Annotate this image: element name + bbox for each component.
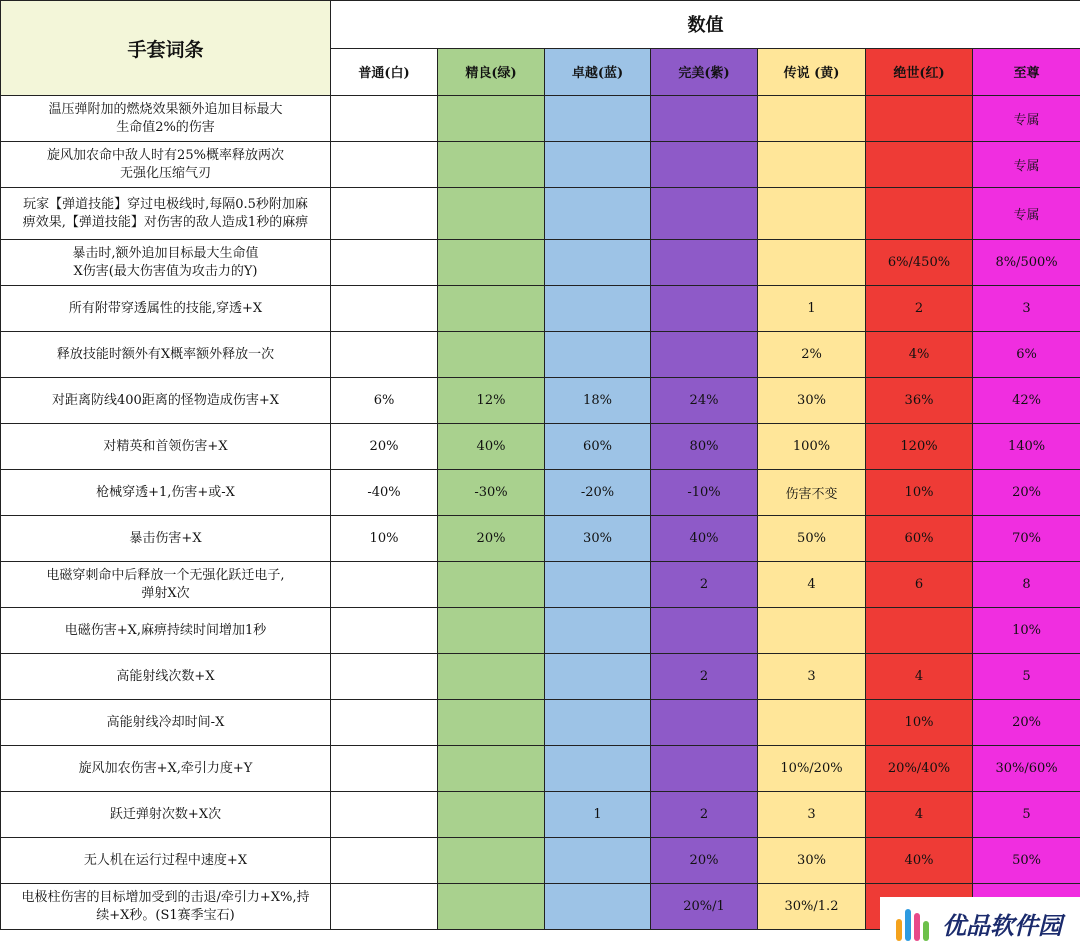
- tier-value-cell: 30%: [758, 378, 866, 424]
- affix-description-line: 痹效果,【弹道技能】对伤害的敌人造成1秒的麻痹: [22, 214, 309, 230]
- tier-value-cell: 20%: [651, 838, 758, 884]
- tier-value-cell: 100%: [758, 424, 866, 470]
- affix-description-line: 玩家【弹道技能】穿过电极线时,每隔0.5秒附加麻: [23, 196, 308, 212]
- tier-value-cell: [651, 332, 758, 378]
- tier-value-cell: [545, 240, 651, 286]
- tier-value-cell: 10%: [973, 608, 1080, 654]
- tier-value-cell: [438, 286, 545, 332]
- affix-description-line: 旋风加农伤害+X,牵引力度+Y: [78, 760, 253, 776]
- tier-header-yellow: 传说 (黄): [758, 48, 866, 96]
- tier-value-cell: [651, 286, 758, 332]
- tier-value-cell: 20%/40%: [866, 746, 973, 792]
- affix-description-line: 无人机在运行过程中速度+X: [83, 852, 248, 868]
- table-row: [1, 188, 1080, 240]
- tier-value-cell: [651, 240, 758, 286]
- tier-value-cell: 8: [973, 562, 1080, 608]
- tier-value-cell: 5: [973, 654, 1080, 700]
- tier-value-cell: [545, 608, 651, 654]
- tier-header-purple: 完美(紫): [651, 48, 758, 96]
- tier-value-cell: 伤害不变: [758, 470, 866, 516]
- tier-value-cell: [545, 332, 651, 378]
- tier-value-cell: 6%/450%: [866, 240, 973, 286]
- affix-description: [1, 838, 331, 884]
- tier-value-cell: [545, 142, 651, 188]
- tier-value-cell: 70%: [973, 516, 1080, 562]
- tier-value-cell: [651, 142, 758, 188]
- tier-value-cell: 80%: [651, 424, 758, 470]
- table-row: [1, 700, 1080, 746]
- tier-value-cell: [438, 746, 545, 792]
- affix-description-line: 对精英和首领伤害+X: [103, 438, 228, 454]
- tier-value-cell: [438, 884, 545, 930]
- tier-value-cell: 1: [758, 286, 866, 332]
- tier-value-cell: 30%: [545, 516, 651, 562]
- tier-value-cell: [545, 838, 651, 884]
- tier-value-cell: [758, 700, 866, 746]
- tier-value-cell: [331, 884, 438, 930]
- affix-description: [1, 470, 331, 516]
- tier-value-cell: [866, 142, 973, 188]
- tier-value-cell: [545, 286, 651, 332]
- tier-value-cell: [545, 188, 651, 240]
- tier-value-cell: 10%: [331, 516, 438, 562]
- affix-description: [1, 332, 331, 378]
- tier-value-cell: [438, 142, 545, 188]
- tier-value-cell: 20%: [438, 516, 545, 562]
- affix-description-line: 高能射线冷却时间-X: [106, 714, 225, 730]
- tier-value-cell: 专属: [973, 188, 1080, 240]
- tier-value-cell: [866, 188, 973, 240]
- tier-value-cell: [545, 562, 651, 608]
- affix-description-line: 旋风加农命中敌人时有25%概率释放两次: [47, 147, 284, 163]
- tier-value-cell: 40%: [651, 516, 758, 562]
- tier-value-cell: [758, 240, 866, 286]
- tier-value-cell: 30%/60%: [973, 746, 1080, 792]
- affix-description-line: 跃迁弹射次数+X次: [109, 806, 222, 822]
- affix-description-line: 释放技能时额外有X概率额外释放一次: [56, 346, 275, 362]
- tier-value-cell: 20%: [973, 700, 1080, 746]
- tier-value-cell: -30%: [438, 470, 545, 516]
- tier-value-cell: 60%: [866, 516, 973, 562]
- tier-value-cell: 3: [758, 792, 866, 838]
- tier-value-cell: 专属: [973, 96, 1080, 142]
- tier-value-cell: 30%/1.2: [758, 884, 866, 930]
- tier-value-cell: -10%: [651, 470, 758, 516]
- tier-value-cell: 1: [545, 792, 651, 838]
- tier-value-cell: 专属: [973, 142, 1080, 188]
- tier-header-blue: 卓越(蓝): [545, 48, 651, 96]
- tier-value-cell: 50%: [973, 838, 1080, 884]
- affix-description: [1, 792, 331, 838]
- tier-value-cell: 120%: [866, 424, 973, 470]
- tier-value-cell: 20%: [973, 470, 1080, 516]
- tier-value-cell: 4: [866, 792, 973, 838]
- affix-description: [1, 608, 331, 654]
- table-row: [1, 240, 1080, 286]
- tier-value-cell: [331, 608, 438, 654]
- tier-value-cell: 4: [758, 562, 866, 608]
- affix-description-line: 所有附带穿透属性的技能,穿透+X: [68, 300, 263, 316]
- affix-description-line: 续+X秒。(S1赛季宝石): [96, 907, 235, 923]
- affix-description: [1, 562, 331, 608]
- tier-value-cell: 3: [758, 654, 866, 700]
- affix-description-line: 高能射线次数+X: [116, 668, 215, 684]
- tier-value-cell: [866, 608, 973, 654]
- tier-value-cell: [438, 96, 545, 142]
- tier-value-cell: [545, 700, 651, 746]
- tier-value-cell: [331, 746, 438, 792]
- tier-value-cell: [331, 700, 438, 746]
- affix-description-line: X伤害(最大伤害值为攻击力的Y): [73, 263, 258, 279]
- tier-value-cell: 2: [651, 562, 758, 608]
- tier-value-cell: 50%: [758, 516, 866, 562]
- tier-value-cell: [651, 96, 758, 142]
- tier-value-cell: 10%/20%: [758, 746, 866, 792]
- tier-value-cell: 6: [866, 562, 973, 608]
- tier-value-cell: [545, 96, 651, 142]
- tier-value-cell: 20%: [331, 424, 438, 470]
- tier-value-cell: [331, 792, 438, 838]
- tier-header-supreme: 至尊: [973, 48, 1080, 96]
- table-row: [1, 516, 1080, 562]
- tier-value-cell: 4%: [866, 332, 973, 378]
- affix-description: [1, 700, 331, 746]
- tier-value-cell: 40%: [866, 838, 973, 884]
- table-row: [1, 96, 1080, 142]
- tier-value-cell: [438, 608, 545, 654]
- tier-header-red: 绝世(红): [866, 48, 973, 96]
- tier-value-cell: [438, 654, 545, 700]
- watermark-text: 优品软件园: [942, 911, 1062, 940]
- affix-description-line: 对距离防线400距离的怪物造成伤害+X: [52, 392, 279, 408]
- tier-value-cell: [331, 654, 438, 700]
- affix-description-line: 暴击时,额外追加目标最大生命值: [72, 245, 259, 261]
- tier-value-cell: 40%: [438, 424, 545, 470]
- tier-value-cell: -20%: [545, 470, 651, 516]
- tier-value-cell: [758, 608, 866, 654]
- table-row: [1, 378, 1080, 424]
- table-row: [1, 562, 1080, 608]
- watermark-logo: [880, 897, 1080, 949]
- tier-value-cell: 2%: [758, 332, 866, 378]
- tier-value-cell: [331, 142, 438, 188]
- tier-value-cell: 4: [866, 654, 973, 700]
- affix-description: [1, 142, 331, 188]
- tier-value-cell: 60%: [545, 424, 651, 470]
- tier-value-cell: 10%: [866, 470, 973, 516]
- tier-value-cell: 6%: [973, 332, 1080, 378]
- tier-value-cell: [331, 838, 438, 884]
- tier-value-cell: [331, 562, 438, 608]
- affix-description: [1, 884, 331, 930]
- tier-value-cell: 3: [973, 286, 1080, 332]
- affix-description: [1, 286, 331, 332]
- tier-value-cell: 5: [973, 792, 1080, 838]
- table-row: [1, 332, 1080, 378]
- tier-value-cell: [438, 188, 545, 240]
- affix-description-line: 弹射X次: [141, 585, 190, 601]
- tier-value-cell: [438, 332, 545, 378]
- tier-value-cell: 30%: [758, 838, 866, 884]
- tier-value-cell: 42%: [973, 378, 1080, 424]
- table-row: [1, 746, 1080, 792]
- affix-description: [1, 746, 331, 792]
- tier-value-cell: 2: [651, 792, 758, 838]
- affix-description-line: 电磁伤害+X,麻痹持续时间增加1秒: [64, 622, 267, 638]
- tier-value-cell: 18%: [545, 378, 651, 424]
- table-row: [1, 286, 1080, 332]
- value-header: 数值: [331, 1, 1080, 49]
- affix-description-line: 电磁穿刺命中后释放一个无强化跃迁电子,: [46, 567, 285, 583]
- table-row: [1, 838, 1080, 884]
- tier-value-cell: 6%: [331, 378, 438, 424]
- table-row: [1, 424, 1080, 470]
- tier-value-cell: [758, 142, 866, 188]
- tier-value-cell: 36%: [866, 378, 973, 424]
- tier-value-cell: [438, 700, 545, 746]
- tier-value-cell: [651, 746, 758, 792]
- table-body: [1, 96, 1080, 930]
- tier-value-cell: [651, 188, 758, 240]
- affix-description-line: 电极柱伤害的目标增加受到的击退/牵引力+X%,持: [21, 889, 310, 905]
- tier-value-cell: [545, 654, 651, 700]
- tier-value-cell: [331, 188, 438, 240]
- tier-value-cell: 24%: [651, 378, 758, 424]
- tier-value-cell: [758, 188, 866, 240]
- table-row: [1, 654, 1080, 700]
- tier-header-white: 普通(白): [331, 48, 438, 96]
- tier-value-cell: [331, 332, 438, 378]
- people-logo-icon: [894, 903, 934, 943]
- affix-description: [1, 188, 331, 240]
- tier-value-cell: [866, 96, 973, 142]
- tier-value-cell: [438, 240, 545, 286]
- affix-description: [1, 424, 331, 470]
- tier-value-cell: 8%/500%: [973, 240, 1080, 286]
- tier-value-cell: 12%: [438, 378, 545, 424]
- tier-value-cell: [438, 838, 545, 884]
- table-row: [1, 608, 1080, 654]
- table-row: [1, 792, 1080, 838]
- tier-value-cell: [651, 608, 758, 654]
- affix-description-line: 生命值2%的伤害: [116, 119, 215, 135]
- tier-value-cell: [545, 746, 651, 792]
- tier-value-cell: -40%: [331, 470, 438, 516]
- tier-value-cell: 140%: [973, 424, 1080, 470]
- table-row: [1, 470, 1080, 516]
- affix-description-line: 暴击伤害+X: [129, 530, 202, 546]
- affix-description: [1, 516, 331, 562]
- tier-value-cell: 10%: [866, 700, 973, 746]
- tier-value-cell: [331, 96, 438, 142]
- affix-description: [1, 240, 331, 286]
- tier-value-cell: [438, 792, 545, 838]
- tier-value-cell: [331, 240, 438, 286]
- affix-description-line: 无强化压缩气刃: [119, 165, 211, 181]
- affix-description: [1, 96, 331, 142]
- tier-value-cell: [758, 96, 866, 142]
- affix-column-header: 手套词条: [1, 1, 331, 96]
- tier-value-cell: [545, 884, 651, 930]
- tier-value-cell: [331, 286, 438, 332]
- tier-header-green: 精良(绿): [438, 48, 545, 96]
- tier-value-cell: [438, 562, 545, 608]
- affix-description: [1, 654, 331, 700]
- tier-value-cell: 2: [866, 286, 973, 332]
- tier-value-cell: 2: [651, 654, 758, 700]
- tier-value-cell: 20%/1: [651, 884, 758, 930]
- tier-value-cell: [651, 700, 758, 746]
- affix-description-line: 枪械穿透+1,伤害+或-X: [96, 484, 235, 500]
- affix-description-line: 温压弹附加的燃烧效果额外追加目标最大: [48, 101, 283, 117]
- affix-description: [1, 378, 331, 424]
- table-row: [1, 142, 1080, 188]
